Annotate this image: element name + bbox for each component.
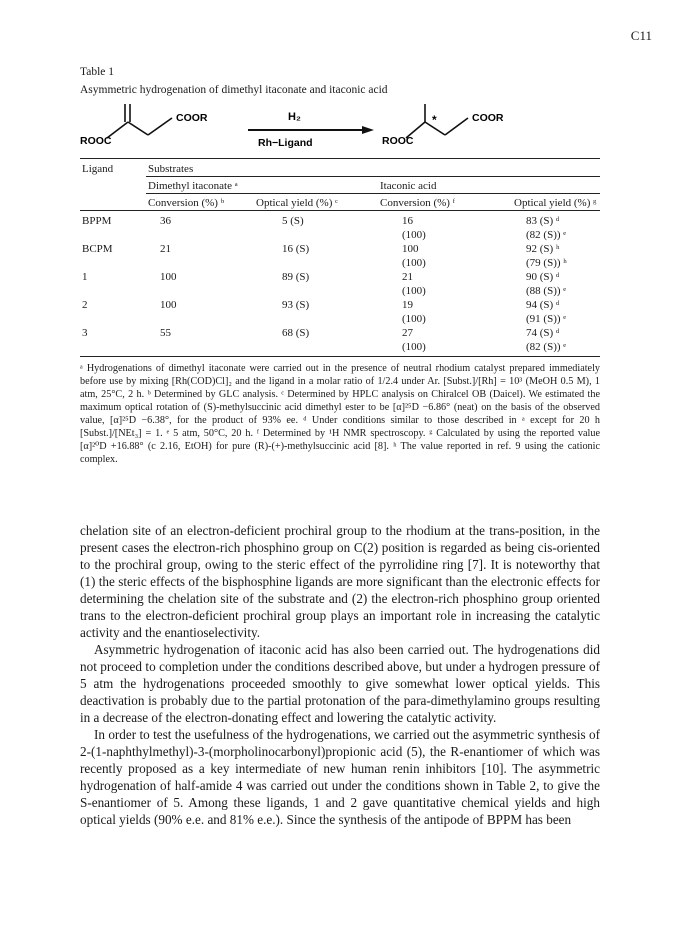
ia-yield-cell: 92 (S) ʰ xyxy=(526,243,560,255)
header-ligand: Ligand xyxy=(82,163,114,175)
ia-conversion-cell: 100 xyxy=(402,243,419,255)
dm-yield-cell: 93 (S) xyxy=(282,299,310,311)
ia-yield-cell: 83 (S) ᵈ xyxy=(526,215,560,227)
ia-conversion-cell: (100) xyxy=(402,285,426,297)
body-paragraph: In order to test the usefulness of the hydrogenations, we carried out the asymmetric synthesis of 2-(1-naphthylmethyl)-3-(morpholinocarbonyl)propionic acid (5), the R-enantiomer of which was recently proposed as a key intermediate of new human renin inhibitors [10]. The asymmetric hydrogenation of half-amide 4 was carried out under the conditions shown in Table 2, to give the S-enantiomer of 5. Among these ligands, 1 and 2 gave quantitative chemical yields and high optical yields (90% e.e. and 81% e.e.). Since the synthesis of the antipode of BPPM has been xyxy=(80,727,600,827)
body-paragraph: chelation site of an electron-deficient prochiral group to the rhodium at the trans-position, in the present cases the electron-rich phosphino group on C(2) position is regarded as being cis-oriented to the prochiral group, owing to the steric effect of the pyrrolidine ring [7]. It is noteworthy that (1) the steric effects of the bisphosphine ligands are more significant than the electronic effects for determining the chelation site of the substrate and (2) the electron-rich phosphino group oriented trans to the electron-deficient prochiral group plays an important role in increasing the catalytic activity and the enantioselectivity. xyxy=(80,523,600,640)
ligand-cell: 3 xyxy=(82,327,88,339)
ia-yield-cell: (88 (S)) ᵉ xyxy=(526,285,567,297)
ligand-cell: 1 xyxy=(82,271,88,283)
ia-yield-cell: (82 (S)) ᵉ xyxy=(526,229,567,241)
ia-conversion-cell: 19 xyxy=(402,299,413,311)
header-conversion-1: Conversion (%) ᵇ xyxy=(148,197,225,209)
table-row xyxy=(80,298,600,326)
product-rooc-label: ROOC xyxy=(382,135,414,147)
table-row xyxy=(80,242,600,270)
ia-conversion-cell: (100) xyxy=(402,341,426,353)
dm-yield-cell: 16 (S) xyxy=(282,243,310,255)
body-paragraph: Asymmetric hydrogenation of itaconic acid has also been carried out. The hydrogenations did not proceed to completion under the conditions described above, but under a hydrogen pressure of 5 atm the hydrogenations proceeded smoothly to give somewhat lower optical yields. This deactivation is probably due to the partial protonation of the para-dimethylamino groups resulting in a decrease of the electron-donating effect and lowering the catalytic activity. xyxy=(80,642,600,725)
product-cooh-label: COOR xyxy=(472,112,504,124)
ia-conversion-cell: (100) xyxy=(402,229,426,241)
ia-yield-cell: 90 (S) ᵈ xyxy=(526,271,560,283)
body-text xyxy=(80,522,600,828)
dm-conversion-cell: 100 xyxy=(160,271,177,283)
ia-conversion-cell: 27 xyxy=(402,327,413,339)
dm-conversion-cell: 100 xyxy=(160,299,177,311)
dm-yield-cell: 5 (S) xyxy=(282,215,304,227)
page-number: C11 xyxy=(630,28,652,43)
reagent-catalyst: Rh−Ligand xyxy=(258,137,313,149)
table-title: Asymmetric hydrogenation of dimethyl itaconate and itaconic acid xyxy=(80,84,388,96)
header-substrates: Substrates xyxy=(146,159,600,177)
ligand-cell: BPPM xyxy=(82,215,112,227)
table-row xyxy=(80,326,600,357)
substrate-structure xyxy=(107,104,172,138)
dm-conversion-cell: 21 xyxy=(160,243,171,255)
stereocenter-star: * xyxy=(432,113,437,127)
results-table xyxy=(80,158,600,357)
reaction-scheme xyxy=(80,100,600,158)
header-optical-yield-2: Optical yield (%) ᵍ xyxy=(514,197,597,209)
dm-conversion-cell: 55 xyxy=(160,327,171,339)
ia-yield-cell: 74 (S) ᵈ xyxy=(526,327,560,339)
header-itaconic-acid: Itaconic acid xyxy=(362,177,600,194)
dm-yield-cell: 89 (S) xyxy=(282,271,310,283)
ia-yield-cell: (91 (S)) ᵉ xyxy=(526,313,567,325)
ia-yield-cell: (79 (S)) ʰ xyxy=(526,257,567,269)
footnote-text: ᵃ Hydrogenations of dimethyl itaconate were carried out in the presence of neutral rhodium catalyst prepared immediately before use by mixing [Rh(COD)Cl]₂ and the ligand in a molar ratio of 1/2.4 under Ar. [Subst.]/[Rh] = 10³ (MeOH 0.5 M), 1 atm, 25°C, 2 h. ᵇ Determined by GLC analysis. ᶜ Determined by HPLC analysis on Chiralcel OB (Daicel). We estimated the maximum optical rotation of (S)-methylsuccinic acid dimethyl ester to be [α]²⁵D −6.86° (neat) on the basis of the observed value, [α]²⁵D −6.38°, for the product of 93% ee. ᵈ Under conditions similar to those described in ᵃ except for 20 h [Subst.]/[NEt₃] = 1. ᵉ 5 atm, 50°C, 20 h. ᶠ Determined by ¹H NMR spectroscopy. ᵍ Calculated by using the reported value [α]²⁰D +16.88° (c 2.16, EtOH) for pure (R)-(+)-methylsuccinic acid [8]. ʰ The value reported in ref. 9 using the cationic complex. xyxy=(80,363,600,465)
arrowhead xyxy=(362,126,374,134)
reagent-h2: H₂ xyxy=(288,111,301,123)
ia-conversion-cell: (100) xyxy=(402,257,426,269)
ia-conversion-cell: 21 xyxy=(402,271,413,283)
ia-yield-cell: 94 (S) ᵈ xyxy=(526,299,560,311)
table-footnotes xyxy=(80,362,600,466)
table-label: Table 1 xyxy=(80,66,115,78)
ligand-cell: 2 xyxy=(82,299,88,311)
table-row xyxy=(80,270,600,298)
header-dimethyl-itaconate: Dimethyl itaconate ᵃ xyxy=(146,177,362,194)
header-conversion-2: Conversion (%) ᶠ xyxy=(380,197,456,209)
header-optical-yield-1: Optical yield (%) ᶜ xyxy=(256,197,338,209)
table-row xyxy=(80,211,600,243)
substrate-rooc-label: ROOC xyxy=(80,135,112,147)
ia-yield-cell: (82 (S)) ᵉ xyxy=(526,341,567,353)
ia-conversion-cell: (100) xyxy=(402,313,426,325)
dm-yield-cell: 68 (S) xyxy=(282,327,310,339)
dm-conversion-cell: 36 xyxy=(160,215,171,227)
product-structure xyxy=(406,104,468,138)
ia-conversion-cell: 16 xyxy=(402,215,413,227)
substrate-cooh-label: COOR xyxy=(176,112,208,124)
ligand-cell: BCPM xyxy=(82,243,113,255)
